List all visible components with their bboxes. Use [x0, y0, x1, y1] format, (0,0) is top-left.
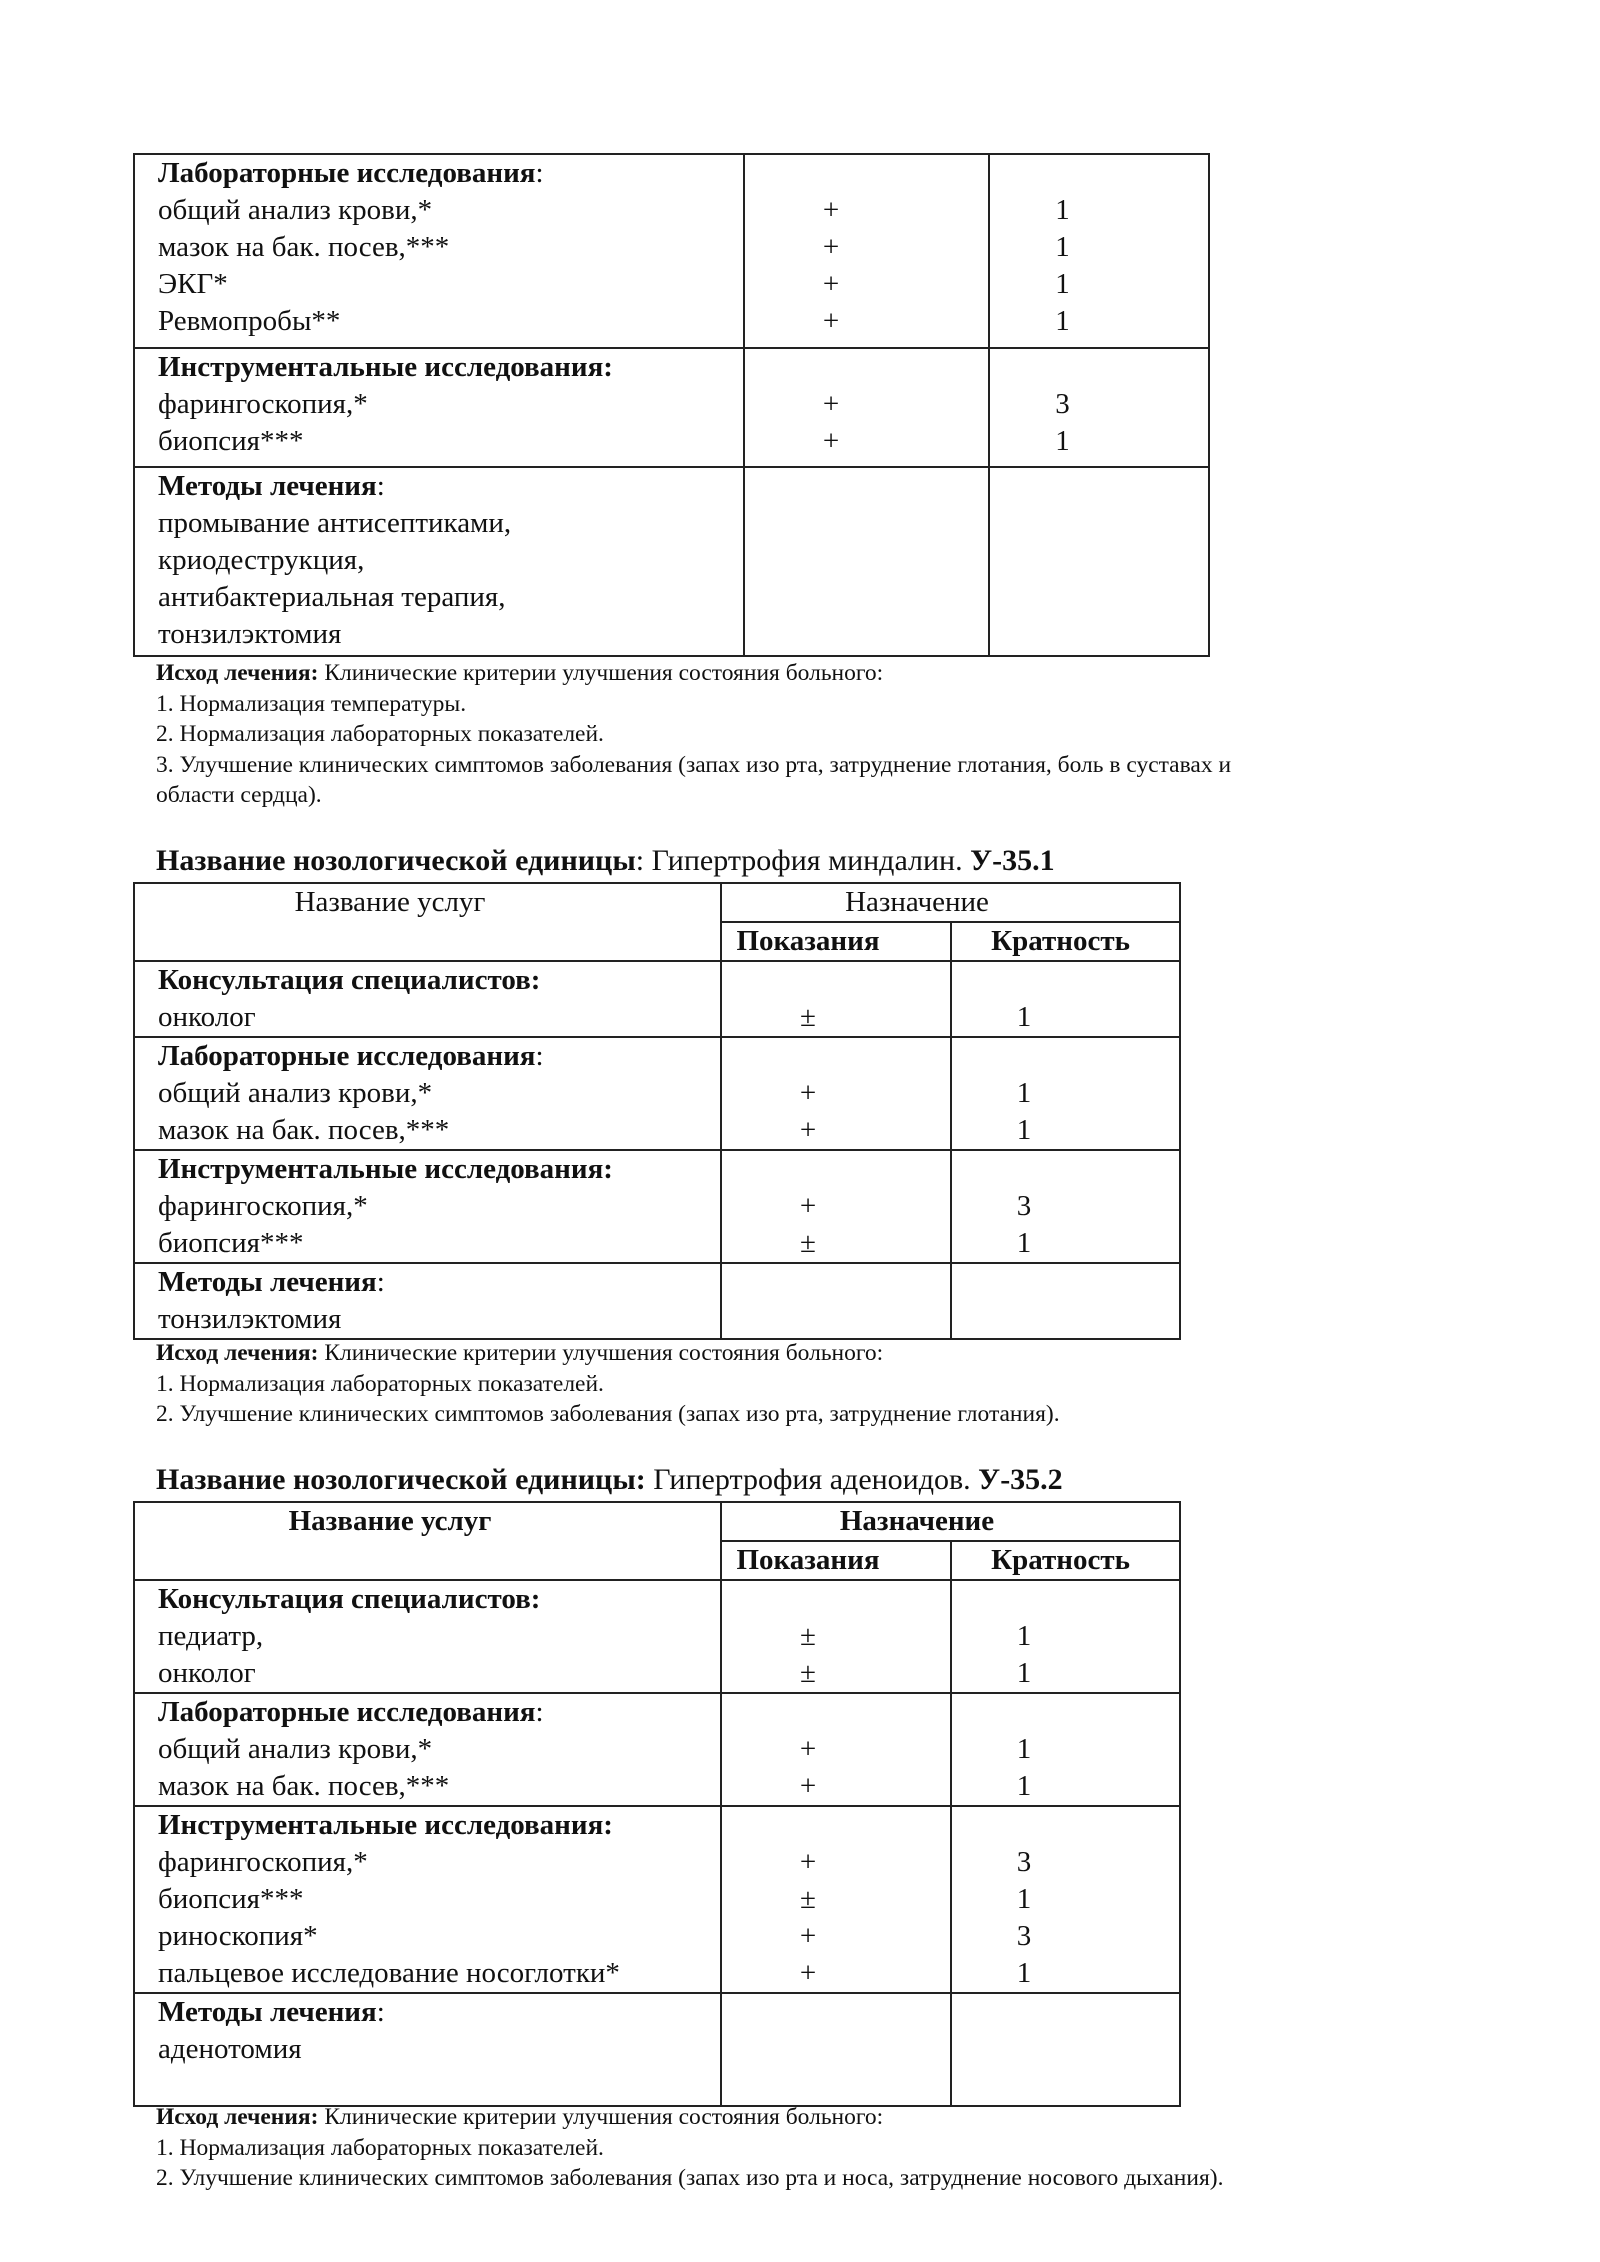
indication-value: + — [822, 388, 840, 420]
multiplicity-value: 3 — [1055, 388, 1070, 420]
header-multiplicity: Кратность — [991, 925, 1130, 957]
outcome-line: 1. Нормализация лабораторных показателей. — [156, 1370, 604, 1397]
header-indications: Показания — [736, 925, 880, 957]
indication-value: + — [799, 1114, 817, 1146]
indication-value: + — [822, 305, 840, 337]
indication-value: + — [799, 1190, 817, 1222]
service-name: антибактериальная терапия, — [158, 581, 506, 613]
header-services: Название услуг — [288, 1505, 492, 1537]
services-table-1 — [133, 153, 1210, 657]
table-row — [134, 961, 1180, 1037]
multiplicity-value: 1 — [1055, 268, 1070, 300]
multiplicity-value: 1 — [1055, 231, 1070, 263]
outcome-line: 2. Нормализация лабораторных показателей. — [156, 721, 604, 747]
table-header-row — [134, 883, 1180, 922]
section-heading: Лабораторные исследования — [158, 157, 536, 189]
header-services: Название услуг — [294, 886, 486, 918]
header-purpose: Назначение — [839, 1505, 995, 1537]
section-heading: Методы лечения — [158, 1996, 377, 2028]
table-row: Методы лечения: тонзилэктомия — [134, 1263, 1180, 1339]
table-row: Лабораторные исследования: общий анализ крови,* мазок на бак. посев,*** + + 1 1 — [134, 1037, 1180, 1150]
indication-value: + — [822, 425, 840, 457]
header-multiplicity: Кратность — [991, 1544, 1130, 1576]
service-name: Ревмопробы** — [158, 305, 341, 337]
table-header-row — [134, 1502, 1180, 1541]
service-name: педиатр, — [158, 1620, 264, 1652]
multiplicity-value: 1 — [1016, 1770, 1032, 1802]
outcome-label: Исход лечения: — [156, 660, 319, 686]
outcome-label: Исход лечения: — [156, 2104, 319, 2130]
service-name: мазок на бак. посев,*** — [158, 1114, 450, 1146]
section-heading: Инструментальные исследования: — [158, 351, 613, 383]
service-name: промывание антисептиками, — [158, 507, 512, 539]
indication-value: + — [799, 1957, 817, 1989]
outcome-intro: Клинические критерии улучшения состояния больного: — [318, 2104, 884, 2130]
indication-value: ± — [800, 1001, 816, 1033]
section-heading: Инструментальные исследования: — [158, 1153, 613, 1185]
multiplicity-value: 1 — [1055, 425, 1070, 457]
table-row — [134, 348, 1209, 467]
service-name: общий анализ крови,* — [158, 194, 433, 226]
service-name: пальцевое исследование носоглотки* — [158, 1957, 620, 1989]
service-name: онколог — [158, 1001, 256, 1033]
service-name: криодеструкция, — [158, 544, 365, 576]
header-indications: Показания — [736, 1544, 880, 1576]
indication-value: + — [822, 231, 840, 263]
section-heading: Инструментальные исследования: — [158, 1809, 613, 1841]
multiplicity-value: 1 — [1016, 1620, 1032, 1652]
multiplicity-value: 1 — [1016, 1657, 1032, 1689]
multiplicity-value: 3 — [1016, 1846, 1032, 1878]
service-name: ЭКГ* — [158, 268, 228, 300]
service-name: аденотомия — [158, 2033, 302, 2065]
outcome-intro: Клинические критерии улучшения состояния больного: — [318, 660, 884, 686]
service-name: фарингоскопия,* — [158, 1846, 368, 1878]
outcome-line: области сердца). — [156, 782, 322, 808]
indication-value: + — [799, 1770, 817, 1802]
multiplicity-value: 1 — [1016, 1227, 1032, 1259]
table-row: Методы лечения: аденотомия — [134, 1993, 1180, 2106]
service-name: мазок на бак. посев,*** — [158, 231, 450, 263]
section-heading: Методы лечения — [158, 470, 377, 502]
nosology-name: Гипертрофия миндалин. — [644, 844, 971, 877]
treatment-outcome-2 — [156, 1338, 1456, 1430]
nosology-label: Название нозологической единицы: — [156, 1463, 646, 1496]
indication-value: + — [822, 194, 840, 226]
table-row: Методы лечения: промывание антисептиками, криодеструкция, антибактериальная терапия, тонзилэктомия — [134, 467, 1209, 656]
multiplicity-value: 1 — [1016, 1114, 1032, 1146]
section-heading: Консультация специалистов: — [158, 964, 541, 996]
indication-value: ± — [800, 1620, 816, 1652]
service-name: фарингоскопия,* — [158, 1190, 368, 1222]
indication-value: + — [799, 1846, 817, 1878]
service-name: онколог — [158, 1657, 256, 1689]
nosology-title-2: Название нозологической единицы: Гипертрофия миндалин. У-35.1 — [156, 844, 1055, 877]
service-name: биопсия*** — [158, 1883, 304, 1915]
outcome-line: 1. Нормализация температуры. — [156, 690, 467, 717]
service-name: тонзилэктомия — [158, 1303, 342, 1335]
outcome-label: Исход лечения: — [156, 1340, 319, 1366]
section-heading: Методы лечения — [158, 1266, 377, 1298]
nosology-code: У-35.2 — [978, 1463, 1063, 1496]
nosology-code: У-35.1 — [970, 844, 1055, 877]
treatment-outcome-1 — [156, 658, 1456, 811]
service-name: биопсия*** — [158, 1227, 304, 1259]
table-row — [134, 1806, 1180, 1993]
indication-value: ± — [800, 1227, 816, 1259]
outcome-line: 3. Улучшение клинических симптомов заболевания (запах изо рта, затруднение глотания, боль в суставах и — [156, 751, 1232, 778]
service-name: риноскопия* — [158, 1920, 318, 1952]
outcome-line: 1. Нормализация лабораторных показателей. — [156, 2134, 604, 2161]
outcome-intro: Клинические критерии улучшения состояния больного: — [318, 1340, 884, 1366]
services-table-2 — [133, 882, 1181, 1340]
nosology-name: Гипертрофия аденоидов. — [645, 1463, 979, 1496]
multiplicity-value: 1 — [1016, 1001, 1032, 1033]
service-name: мазок на бак. посев,*** — [158, 1770, 450, 1802]
table-row: Лабораторные исследования: общий анализ крови,* мазок на бак. посев,*** + + 1 1 — [134, 1693, 1180, 1806]
indication-value: ± — [800, 1657, 816, 1689]
table-row — [134, 1580, 1180, 1693]
outcome-line: 2. Улучшение клинических симптомов заболевания (запах изо рта, затруднение глотания). — [156, 1401, 1060, 1427]
table-row — [134, 1150, 1180, 1263]
indication-value: + — [799, 1733, 817, 1765]
section-heading: Консультация специалистов: — [158, 1583, 541, 1615]
service-name: биопсия*** — [158, 425, 304, 457]
header-purpose: Назначение — [845, 886, 989, 918]
multiplicity-value: 1 — [1055, 194, 1070, 226]
nosology-label: Название нозологической единицы — [156, 844, 636, 877]
indication-value: + — [799, 1077, 817, 1109]
services-table-3 — [133, 1501, 1181, 2107]
multiplicity-value: 1 — [1016, 1077, 1032, 1109]
indication-value: ± — [800, 1883, 816, 1915]
multiplicity-value: 1 — [1055, 305, 1070, 337]
indication-value: + — [822, 268, 840, 300]
service-name: общий анализ крови,* — [158, 1733, 433, 1765]
nosology-title-3 — [156, 1463, 1063, 1497]
multiplicity-value: 1 — [1016, 1733, 1032, 1765]
multiplicity-value: 1 — [1016, 1883, 1032, 1915]
multiplicity-value: 1 — [1016, 1957, 1032, 1989]
outcome-line: 2. Улучшение клинических симптомов заболевания (запах изо рта и носа, затруднение носового дыхания). — [156, 2165, 1224, 2191]
section-heading: Лабораторные исследования — [158, 1696, 536, 1728]
service-name: тонзилэктомия — [158, 618, 342, 650]
service-name: фарингоскопия,* — [158, 388, 368, 420]
section-heading: Лабораторные исследования — [158, 1040, 536, 1072]
service-name: общий анализ крови,* — [158, 1077, 433, 1109]
treatment-outcome-3 — [156, 2102, 1456, 2194]
multiplicity-value: 3 — [1016, 1920, 1032, 1952]
table-row: Лабораторные исследования: общий анализ крови,* мазок на бак. посев,*** ЭКГ* Ревмопробы** + + + + 1 1 1 1 — [134, 154, 1209, 348]
multiplicity-value: 3 — [1016, 1190, 1032, 1222]
indication-value: + — [799, 1920, 817, 1952]
